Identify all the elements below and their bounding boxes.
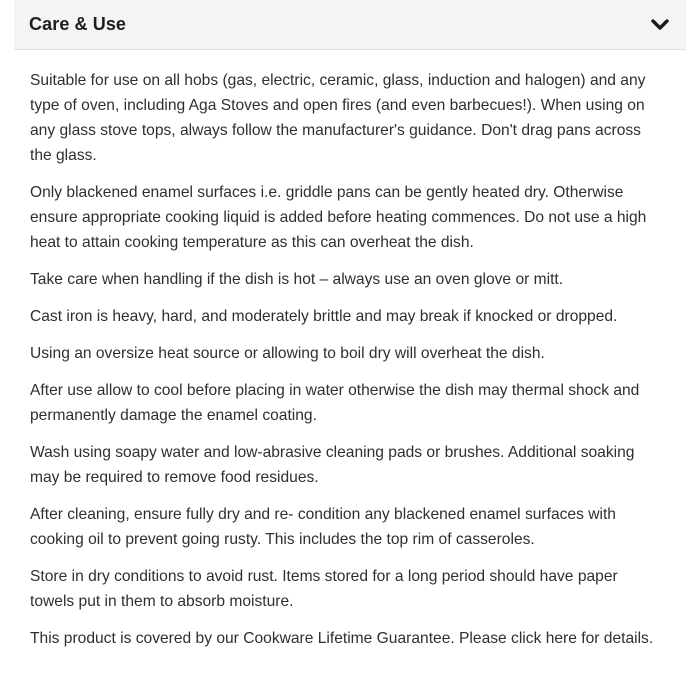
care-paragraph-handling: Take care when handling if the dish is hot – always use an oven glove or mitt. (30, 271, 564, 288)
care-paragraph-washing: Wash using soapy water and low-abrasive cleaning pads or brushes. Additional soaking may be required to remove food residues. (30, 444, 635, 486)
care-paragraph-storage: Store in dry conditions to avoid rust. Items stored for a long period should have paper towels put in them to absorb moisture. (30, 568, 618, 610)
accordion-body (14, 50, 686, 651)
care-and-use-accordion (14, 0, 686, 700)
chevron-down-icon[interactable] (650, 15, 670, 35)
accordion-title: Care & Use (29, 14, 127, 34)
care-paragraph-cooling: After use allow to cool before placing in water otherwise the dish may thermal shock and permanently damage the enamel coating. (30, 382, 640, 424)
care-paragraph-heating: Only blackened enamel surfaces i.e. griddle pans can be gently heated dry. Otherwise ensure appropriate cooking liquid is added before heating commences. Do not use a high heat to attain cooking temperature as this can overheat the dish. (30, 184, 647, 251)
care-paragraph-heat-source: Using an oversize heat source or allowing to boil dry will overheat the dish. (30, 345, 545, 362)
care-paragraph-conditioning: After cleaning, ensure fully dry and re- condition any blackened enamel surfaces with cooking oil to prevent going rusty. This includes the top rim of casseroles. (30, 506, 616, 548)
care-paragraph-guarantee[interactable]: This product is covered by our Cookware Lifetime Guarantee. Please click here for details. (30, 630, 654, 647)
chevron-down-icon-glyph (651, 19, 669, 31)
accordion-header[interactable] (14, 0, 686, 50)
care-paragraph-hobs: Suitable for use on all hobs (gas, electric, ceramic, glass, induction and halogen) and any type of oven, including Aga Stoves and open fires (and even barbecues!). When using on any glass stove tops, always follow the manufacturer's guidance. Don't drag pans across the glass. (30, 72, 646, 164)
care-paragraph-cast-iron: Cast iron is heavy, hard, and moderately brittle and may break if knocked or dropped. (30, 308, 618, 325)
